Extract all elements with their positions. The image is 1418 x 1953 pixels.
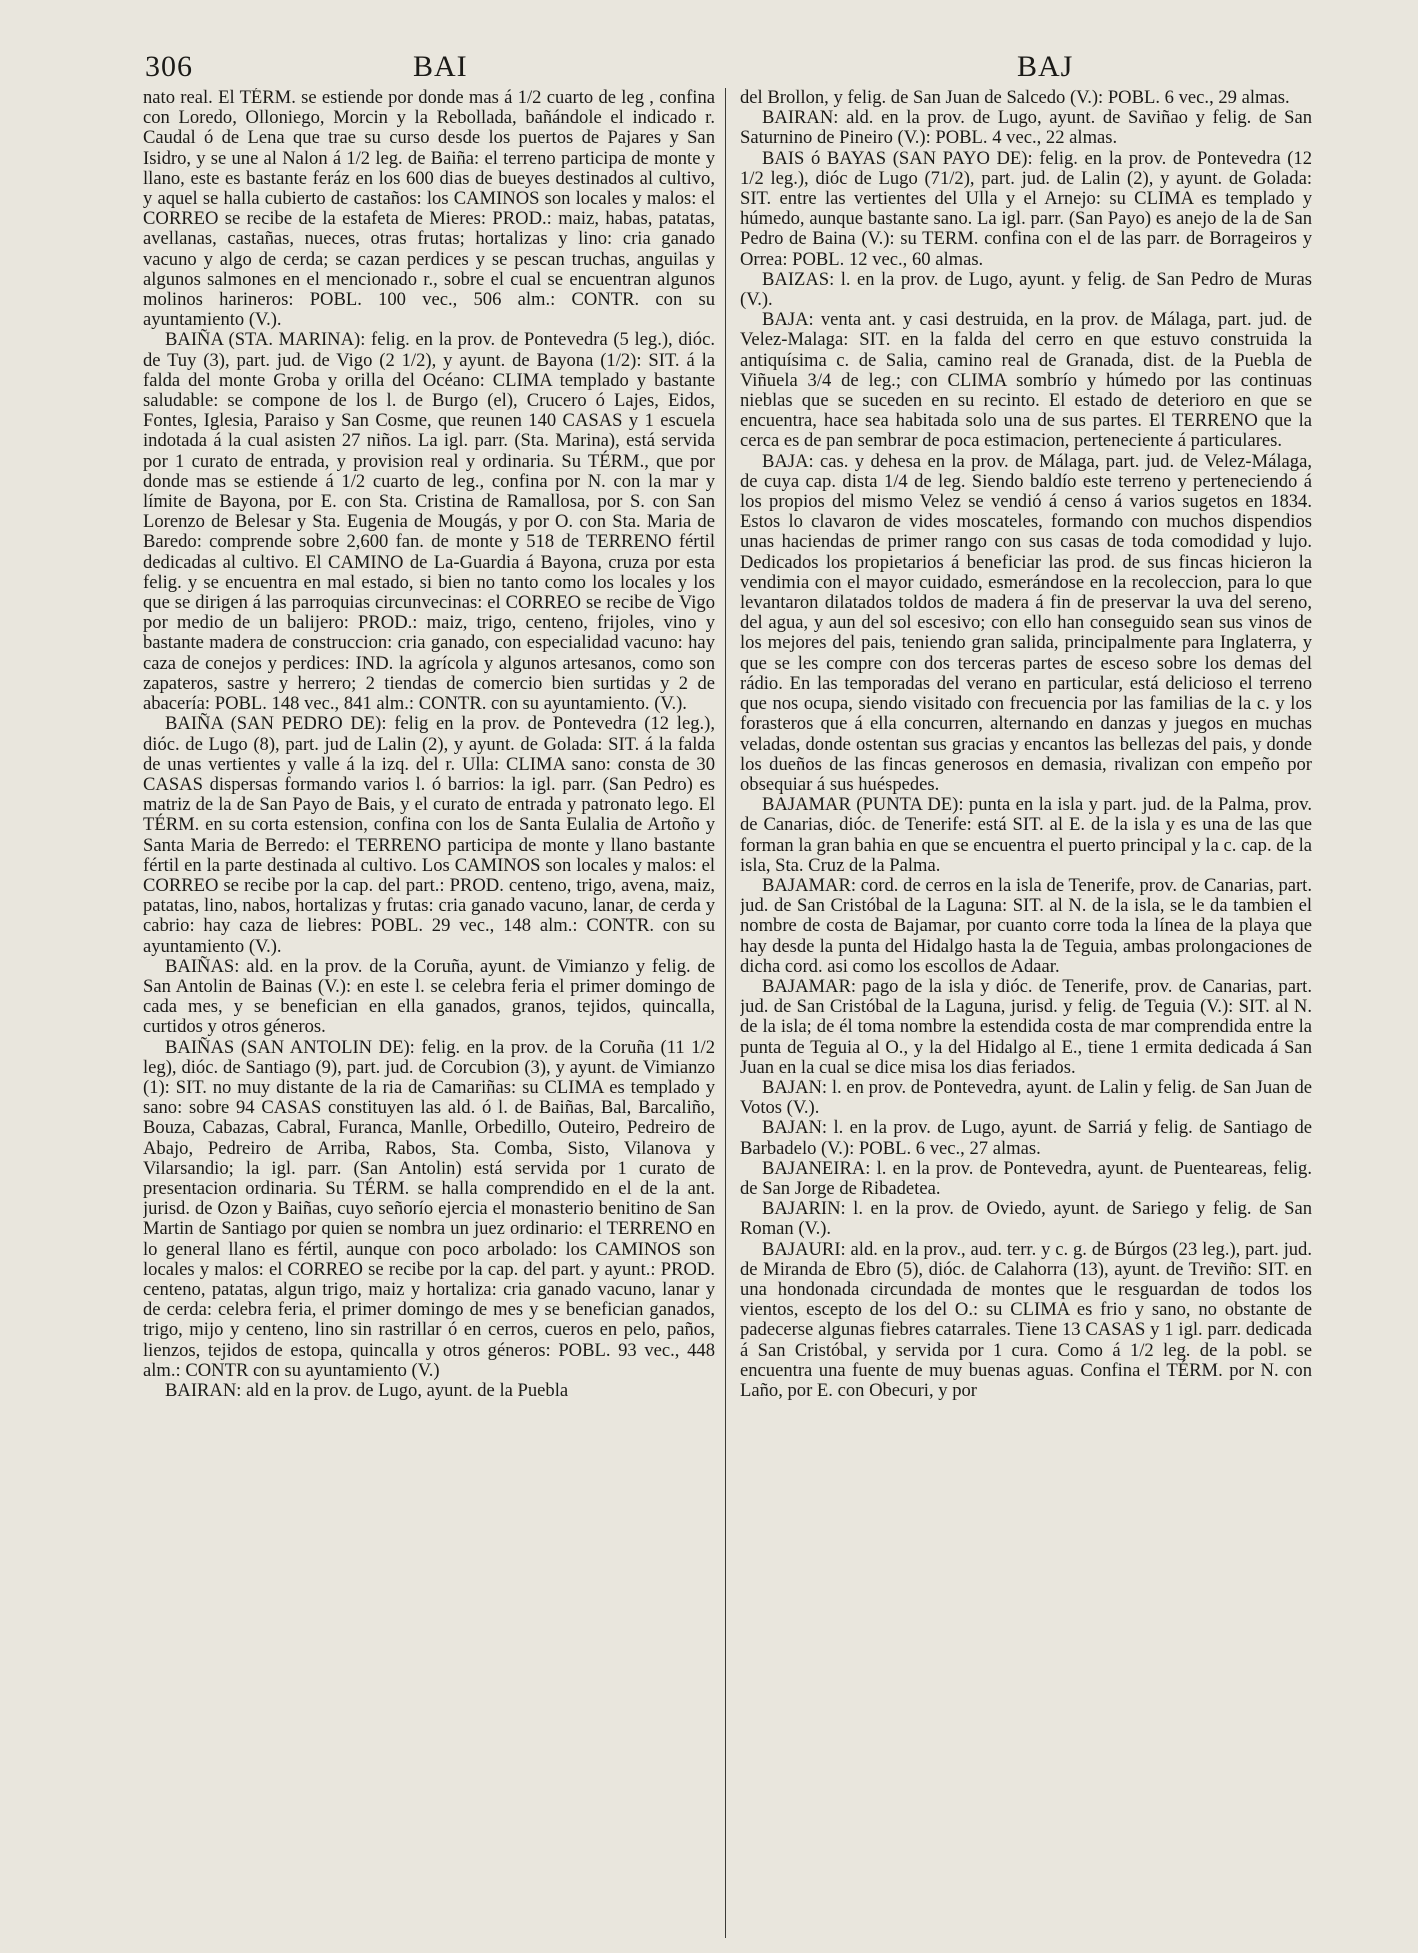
- dictionary-entry: BAJANEIRA: l. en la prov. de Pontevedra, ayunt. de Puenteareas, felig. de San Jorge de Ribadetea.: [740, 1157, 1312, 1199]
- dictionary-entry: BAJAURI: ald. en la prov., aud. terr. y c. g. de Búrgos (23 leg.), part. jud. de Miranda de Ebro (5), dióc. de Calahorra (13), ayunt. de Treviño: SIT. en una hondonada circundada de montes que le resguardan de todos los vientos, escepto de los del O.: su CLIMA es frio y sano, no obstante de padecerse algunas fiebres catarrales. Tiene 13 CASAS y 1 igl. parr. dedicada á San Cristóbal, y servida por 1 cura. Como á 1/2 leg. de la pobl. se encuentra una fuente de muy buenas aguas. Confina el TÉRM. por N. con Laño, por E. con Obecuri, y por: [740, 1238, 1312, 1401]
- dictionary-entry: BAJAMAR: pago de la isla y dióc. de Tenerife, prov. de Canarias, part. jud. de San Cristóbal de la Laguna, jurisd. y felig. de Teguia (V.): SIT. al N. de la isla; de él toma nombre la estendida costa de mar comprendida entre la punta de Teguia al O., y la del Hidalgo al E., tiene 1 ermita dedicada á San Juan en la cual se dice misa los dias feriados.: [740, 975, 1312, 1078]
- dictionary-entry: del Brollon, y felig. de San Juan de Salcedo (V.): POBL. 6 vec., 29 almas.: [740, 88, 1290, 108]
- dictionary-entry: BAJAMAR: cord. de cerros en la isla de Tenerife, prov. de Canarias, part. jud. de San Cristóbal de la Laguna: SIT. al N. de la isla, se le da tambien el nombre de costa de Bajamar, por cuanto corre toda la línea de la playa que hay desde la punta del Hidalgo hasta la de Teguia, ambas prolongaciones de dicha cord. asi como los escollos de Adaar.: [740, 874, 1312, 977]
- page-header: [145, 50, 1343, 84]
- dictionary-entry: BAJAN: l. en la prov. de Lugo, ayunt. de Sarriá y felig. de Santiago de Barbadelo (V.): POBL. 6 vec., 27 almas.: [740, 1117, 1312, 1159]
- dictionary-entry: BAIÑA (SAN PEDRO DE): felig en la prov. de Pontevedra (12 leg.), dióc. de Lugo (8), part. jud de Lalin (2), y ayunt. de Golada: SIT. á la falda de unas vertientes y valle á la izq. del r. Ulla: CLIMA sano: consta de 30 CASAS dispersas formando varios l. ó barrios: la igl. parr. (San Pedro) es matriz de la de San Payo de Bais, y el curato de entrada y patronato lego. El TÉRM. en su corta estension, confina con los de Santa Eulalia de Artoño y Santa Maria de Berredo: el TERRENO participa de monte y llano bastante fértil en la parte destinada al cultivo. Los CAMINOS son locales y malos: el CORREO se recibe por la cap. del part.: PROD. centeno, trigo, avena, maiz, patatas, lino, nabos, hortalizas y frutas: cria ganado vacuno, lanar, de cerda y cabrio: hay caza de liebres: POBL. 29 vec., 148 alm.: CONTR. con su ayuntamiento (V.).: [143, 713, 715, 957]
- column-divider: [725, 88, 726, 1938]
- dictionary-entry: BAIZAS: l. en la prov. de Lugo, ayunt. y felig. de San Pedro de Muras (V.).: [740, 268, 1312, 311]
- dictionary-entry: BAIÑAS (SAN ANTOLIN DE): felig. en la prov. de la Coruña (11 1/2 leg), dióc. de Santiago (9), part. jud. de Corcubion (3), y ayunt. de Vimianzo (1): SIT. no muy distante de la ria de Camariñas: su CLIMA es templado y sano: sobre 94 CASAS constituyen las ald. ó l. de Baiñas, Bal, Barcaliño, Bouza, Cabazas, Cabral, Furanca, Manlle, Orbedillo, Outeiro, Pedreiro de Abajo, Pedreiro de Arriba, Rabos, Sta. Comba, Sisto, Vilanova y Vilarsandio; la igl. parr. (San Antolin) está servida por 1 curato de presentacion ordinaria. Su TÉRM. se halla comprendido en el de la ant. jurisd. de Ozon y Baiñas, cuyo señorío ejercia el monasterio benitino de San Martin de Santiago por quien se nombra un juez ordinario: el TERRENO en lo general llano es fértil, aunque con poco arbolado: los CAMINOS son locales y malos: el CORREO se recibe por la cap. del part. y ayunt.: PROD. centeno, patatas, algun trigo, maiz y hortaliza: cria ganado vacuno, lanar y de cerda: celebra feria, el primer domingo de mes y se benefician ganados, trigo, mijo y centeno, lino sin rastrillar ó en cerros, cueros en pelo, paños, lienzos, tejidos de estopa, quincalla y otros géneros: POBL. 93 vec., 448 alm.: CONTR con su ayuntamiento (V.): [143, 1036, 715, 1381]
- right-column: [740, 88, 1312, 1938]
- right-running-headword: BAJ: [1017, 50, 1074, 83]
- dictionary-entry: BAJAN: l. en prov. de Pontevedra, ayunt. de Lalin y felig. de San Juan de Votos (V.).: [740, 1076, 1312, 1119]
- dictionary-entry: BAJA: venta ant. y casi destruida, en la prov. de Málaga, part. jud. de Velez-Malaga: SIT. en la falda del cerro en que estuvo construida la antiquísima c. de Salia, camino real de Granada, dist. de la Puebla de Viñuela 3/4 de leg.; con CLIMA sombrío y húmedo por las continuas nieblas que se suceden en su recinto. El estado de deterioro en que se encuentra, hace sea habitada solo una de sus partes. El TERRENO que la cerca es de pan sembrar de poca estimacion, perteneciente á particulares.: [740, 309, 1312, 452]
- left-column: [143, 88, 715, 1938]
- dictionary-entry: BAIS ó BAYAS (SAN PAYO DE): felig. en la prov. de Pontevedra (12 1/2 leg.), dióc de Lugo (71/2), part. jud. de Lalin (2), y ayunt. de Golada: SIT. entre las vertientes del Ulla y el Arnejo: su CLIMA es templado y húmedo, aunque bastante sano. La igl. parr. (San Payo) es anejo de la de San Pedro de Baina (V.): su TERM. confina con el de las parr. de Borrageiros y Orrea: POBL. 12 vec., 60 almas.: [740, 147, 1312, 270]
- dictionary-entry: BAJA: cas. y dehesa en la prov. de Málaga, part. jud. de Velez-Málaga, de cuya cap. dista 1/4 de leg. Siendo baldío este terreno y perteneciendo á los propios del mismo Velez se vendió á censo á varios sugetos en 1834. Estos lo clavaron de vides moscateles, formando con muchos dispendios unas haciendas de primer rango con sus casas de toda comodidad y lujo. Dedicados los propietarios á beneficiar las prod. de sus fincas hicieron la vendimia con el mayor cuidado, esmerándose en la recoleccion, para lo que levantaron dilatados toldos de madera á fin de preservar la uva del sereno, del agua, y aun del sol escesivo; con ello han conseguido sean sus vinos de los mejores del pais, teniendo gran salida, principalmente para Inglaterra, y que se les compre con dos terceras partes de esceso sobre los demas del rádio. En las temporadas del verano en particular, está delicioso el terreno que nos ocupa, siendo visitado con frecuencia por las familias de la c. y los forasteros que á ella concurren, alternando en danzas y juegos en muchas veladas, donde ostentan sus gracias y encantos las bellezas del pais, y donde los dueños de las fincas generosos en demasia, rivalizan con empeño por obsequiar á sus huéspedes.: [740, 450, 1312, 795]
- page-number: 306: [145, 50, 193, 83]
- left-running-headword: BAI: [413, 50, 468, 83]
- dictionary-entry: BAIÑAS: ald. en la prov. de la Coruña, ayunt. de Vimianzo y felig. de San Antolin de Bainas (V.): en este l. se celebra feria el primer domingo de cada mes, y se benefician en ella ganados, granos, tejidos, quincalla, curtidos y otros géneros.: [143, 955, 715, 1038]
- dictionary-entry: BAIRAN: ald. en la prov. de Lugo, ayunt. de Saviñao y felig. de San Saturnino de Pineiro (V.): POBL. 4 vec., 22 almas.: [740, 107, 1312, 149]
- dictionary-entry: BAJAMAR (PUNTA DE): punta en la isla y part. jud. de la Palma, prov. de Canarias, dióc. de Tenerife: está SIT. al E. de la isla y es una de las que forman la gran bahia en que se encuentra el puerto principal y la c. cap. de la isla, Sta. Cruz de la Palma.: [740, 794, 1312, 876]
- dictionary-entry: BAIÑA (STA. MARINA): felig. en la prov. de Pontevedra (5 leg.), dióc. de Tuy (3), part. jud. de Vigo (2 1/2), y ayunt. de Bayona (1/2): SIT. á la falda del monte Groba y orilla del Océano: CLIMA templado y bastante saludable: se compone de los l. de Burgo (el), Crucero ó Lajes, Eidos, Fontes, Iglesia, Paraiso y San Cosme, que reunen 140 CASAS y 1 escuela indotada á la cual asisten 27 niños. La igl. parr. (Sta. Marina), está servida por 1 curato de entrada, y provision real y ordinaria. Su TÉRM., que por donde mas se estiende á 1/2 cuarto de leg., confina por N. con la mar y límite de Bayona, por E. con Sta. Cristina de Ramallosa, por S. con San Lorenzo de Belesar y Sta. Eugenia de Mougás, y por O. con Sta. Maria de Baredo: comprende sobre 2,600 fan. de monte y 518 de TERRENO fértil dedicadas al cultivo. El CAMINO de La-Guardia á Bayona, cruza por esta felig. y se encuentra en mal estado, si bien no tanto como los locales y los que se dirigen á las parroquias circunvecinas: el CORREO se recibe de Vigo por medio de un balijero: PROD.: maiz, trigo, centeno, frijoles, vino y bastante madera de construccion: cria ganado, con especialidad vacuno: hay caza de conejos y perdices: IND. la agrícola y algunos artesanos, como son zapateros, sastre y herrero; 2 tiendas de comercio bien surtidas y 2 de abacería: POBL. 148 vec., 841 alm.: CONTR. con su ayuntamiento. (V.).: [143, 329, 715, 715]
- dictionary-entry: BAJARIN: l. en la prov. de Oviedo, ayunt. de Sariego y felig. de San Roman (V.).: [740, 1198, 1312, 1240]
- dictionary-entry: nato real. El TÉRM. se estiende por donde mas á 1/2 cuarto de leg , confina con Loredo, Olloniego, Morcin y la Rebollada, bañándole el indicado r. Caudal ó de Lena que trae su curso desde los puertos de Pajares y San Isidro, y se une al Nalon á 1/2 leg. de Baiña: el terreno participa de monte y llano, este es bastante feráz en los 600 dias de bueyes destinados al cultivo, y aquel se halla cubierto de castaños: los CAMINOS son locales y malos: el CORREO se recibe de la estafeta de Mieres: PROD.: maiz, habas, patatas, avellanas, castañas, nueces, otras frutas; hortalizas y lino: cria ganado vacuno y algo de cerda; se cazan perdices y se pescan truchas, anguilas y algunos salmones en el mencionado r., sobre el cual se encuentran algunos molinos harineros: POBL. 100 vec., 506 alm.: CONTR. con su ayuntamiento (V.).: [143, 88, 715, 331]
- dictionary-entry: BAIRAN: ald en la prov. de Lugo, ayunt. de la Puebla: [165, 1380, 569, 1401]
